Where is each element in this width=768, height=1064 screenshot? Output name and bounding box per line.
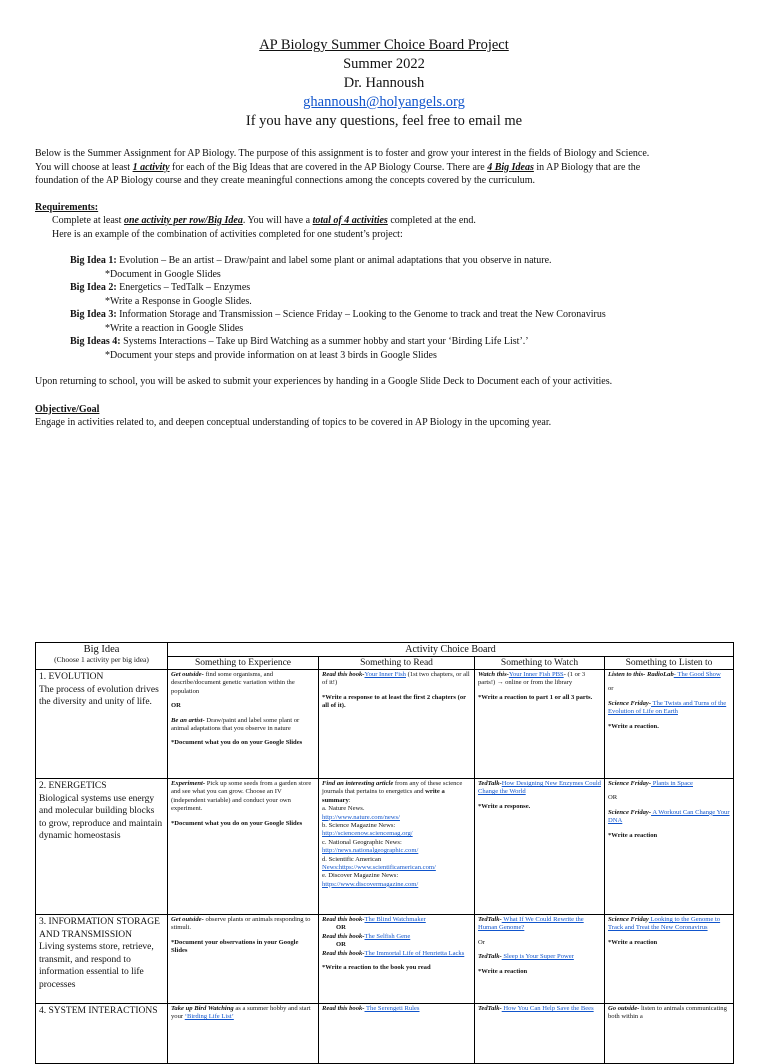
activity-note: *Write a response to at least the first 2 chapters (or all of it). — [322, 693, 466, 710]
podcast-link[interactable]: A Workout Can Change Your DNA — [608, 808, 730, 825]
or-separator: OR — [171, 702, 181, 710]
bigidea-title: 2. ENERGETICS — [39, 781, 107, 791]
intro-text: for each of the Big Ideas that are covered in the AP Biology Course. There are — [169, 161, 488, 173]
or-separator: OR — [336, 924, 346, 932]
listen-cell — [605, 670, 734, 779]
watch-cell — [475, 670, 605, 779]
contact-note: If you have any questions, feel free to email me — [245, 113, 523, 129]
example-text: Energetics – TedTalk – Enzymes — [116, 282, 251, 293]
read-cell — [319, 915, 475, 1004]
intro-section — [35, 147, 735, 430]
requirements-line-1 — [35, 214, 735, 228]
example-label: Big Ideas 4: — [70, 336, 121, 347]
activity-label: TedTalk- — [478, 916, 502, 923]
experience-cell — [168, 670, 319, 779]
requirements-line-2: Here is an example of the combination of activities completed for one student’s project: — [52, 228, 403, 240]
doc-term: Summer 2022 — [343, 56, 425, 72]
book-link[interactable]: The Serengeti Rules — [364, 1005, 420, 1012]
req-text: completed at the end. — [387, 215, 476, 226]
bigidea-description: Living systems store, retrieve, transmit, and respond to information essential to life processes — [39, 942, 154, 990]
board-title: Activity Choice Board — [168, 643, 734, 657]
activity-label: Read this book- — [322, 932, 365, 940]
bigidea-header: Big Idea — [83, 644, 120, 655]
activity-note: *Write a reaction — [608, 938, 658, 946]
journal-link[interactable]: http://www.nature.com/news/ — [322, 813, 400, 821]
intro-text: in AP Biology that are the — [533, 161, 641, 173]
bigidea-description: The process of evolution drives the diversity and unity of life. — [39, 684, 159, 707]
or-separator: or — [608, 685, 614, 693]
example-label: Big Idea 2: — [70, 282, 117, 293]
activity-note: *Write a reaction to part 1 or all 3 parts. — [478, 693, 593, 701]
bigidea-title: 1. EVOLUTION — [39, 672, 104, 682]
example-item — [35, 308, 735, 322]
intro-emphasis: 1 activity — [132, 161, 170, 173]
journal-link[interactable]: News:https://www.scientificamerican.com/ — [322, 864, 436, 872]
bigidea-cell — [36, 915, 168, 1004]
activity-note: *Document what you do on your Google Slides — [171, 819, 303, 827]
video-link[interactable]: How You Can Help Save the Bees — [501, 1005, 594, 1012]
activity-text: find some organisms, and describe/document genetic variation within the population — [171, 671, 295, 695]
activity-label: Science Friday — [608, 916, 649, 923]
activity-note: *Write a reaction — [608, 831, 658, 839]
example-note: *Write a reaction in Google Slides — [105, 322, 244, 334]
activity-text: as a summer hobby and start your — [171, 1005, 311, 1021]
or-separator: OR — [608, 794, 618, 802]
example-text: Information Storage and Transmission – Science Friday – Looking to the Genome to track and treat the New Coronavirus — [116, 309, 606, 320]
requirements-heading: Requirements: — [35, 201, 99, 213]
video-link[interactable]: Your Inner Fish PBS — [508, 671, 564, 678]
req-text: . You will have a — [242, 215, 313, 226]
objective-text: Engage in activities related to, and deepen conceptual understanding of topics to be covered in AP Biology in the upcoming year. — [35, 417, 552, 428]
intro-paragraph — [35, 147, 735, 188]
or-separator: Or — [478, 938, 485, 946]
bigidea-cell — [36, 779, 168, 915]
bigidea-header-cell — [36, 643, 168, 670]
podcast-link[interactable]: Looking to the Genome to Track and Treat the New Coronavirus — [608, 916, 721, 932]
req-emphasis: one activity per row/Big Idea — [123, 215, 243, 226]
journal-name: e. Discover Magazine News: — [322, 872, 399, 880]
activity-note: *Document what you do on your Google Slides — [171, 739, 303, 747]
watch-cell — [475, 1004, 605, 1064]
table-row — [36, 779, 734, 915]
activity-text: from any of these science journals that pertains to energetics and — [322, 780, 463, 796]
return-note: Upon returning to school, you will be asked to submit your experiences by handing in a Google Slide Deck to Document each of your activities. — [35, 376, 613, 387]
journal-name: b. Science Magazine News: — [322, 822, 396, 830]
intro-text: Below is the Summer Assignment for AP Biology. The purpose of this assignment is to foster and grow your interest in the fields of Biology and Science. — [35, 148, 650, 159]
column-header-watch: Something to Watch — [475, 657, 605, 670]
doc-title: AP Biology Summer Choice Board Project — [259, 37, 509, 53]
read-cell — [319, 670, 475, 779]
req-text: Complete at least — [52, 215, 124, 226]
book-link[interactable]: The Blind Watchmaker — [364, 916, 426, 923]
video-link[interactable]: Sleep is Your Super Power — [501, 953, 574, 961]
example-note: *Write a Response in Google Slides. — [105, 295, 252, 307]
video-link[interactable]: What If We Could Rewrite the Human Genome? — [478, 916, 584, 932]
activity-text: - (1 or 3 parts!) → online or from the library — [478, 671, 586, 687]
journal-link[interactable]: https://www.discovermagazine.com/ — [322, 880, 419, 888]
activity-label: Find an interesting article — [322, 780, 394, 787]
activity-note: *Write a reaction to the book you read — [322, 964, 431, 972]
bigidea-cell — [36, 670, 168, 779]
activity-label: Go outside- — [608, 1005, 640, 1012]
bigidea-subheader: (Choose 1 activity per big idea) — [54, 655, 149, 664]
experience-cell — [168, 779, 319, 915]
example-label: Big Idea 3: — [70, 309, 117, 320]
req-emphasis: total of 4 activities — [312, 215, 388, 226]
watch-cell — [475, 915, 605, 1004]
bigidea-cell — [36, 1004, 168, 1064]
column-header-read: Something to Read — [319, 657, 475, 670]
bigidea-title: 3. INFORMATION STORAGE AND TRANSMISSION — [39, 917, 160, 940]
experience-cell — [168, 915, 319, 1004]
read-cell — [319, 1004, 475, 1064]
activity-label: Take up Bird Watching — [171, 1005, 234, 1012]
activity-label: Science Friday- — [608, 780, 652, 787]
objective-heading: Objective/Goal — [35, 403, 100, 415]
column-header-listen: Something to Listen to — [605, 657, 734, 670]
activity-note: *Write a response. — [478, 802, 531, 810]
journal-link[interactable]: http://news.nationalgeographic.com/ — [322, 847, 419, 855]
journal-name: c. National Geographic News: — [322, 838, 402, 846]
bigidea-description: Biological systems use energy and molecular building blocks to grow, reproduce and maintain dynamic homeostasis — [39, 793, 163, 841]
table-row — [36, 1004, 734, 1064]
activity-text: (1st two chapters, or all of it!) — [322, 671, 470, 687]
journal-link[interactable]: http://sciencenow.sciencemag.org/ — [322, 830, 413, 838]
activity-label: Get outside- — [171, 671, 204, 678]
document-header — [0, 36, 768, 131]
activity-label: Science Friday- — [608, 699, 652, 707]
podcast-link[interactable]: Plants in Space — [651, 780, 693, 787]
activity-text: observe plants or animals responding to stimuli. — [171, 916, 311, 932]
read-cell: Find an interesting article from any of these science journals that pertains to energetics and write a summary: a. Nature News. http://www.nature.com/news/ b. Science Magazine News: http://sciencenow.sciencemag.org/ c. National Geographic News: http://news.nationalgeographic.com/ d. Scientific American News:https://www.scientificamerican.com/ e. Discover Magazine News: https://www.discovermagazine.com/ — [319, 779, 475, 915]
listen-cell — [605, 915, 734, 1004]
example-label: Big Idea 1: — [70, 255, 117, 266]
doc-teacher: Dr. Hannoush — [343, 75, 425, 91]
example-note: *Document your steps and provide information on at least 3 birds in Google Slides — [105, 349, 437, 361]
journal-name: d. Scientific American — [322, 855, 382, 863]
activity-label: Get outside- — [171, 916, 204, 923]
activity-note: *Document your observations in your Google Slides — [171, 938, 299, 955]
activity-label: TedTalk- — [478, 1005, 502, 1012]
column-header-experience: Something to Experience — [168, 657, 319, 670]
activity-text: Draw/paint and label some plant or animal adaptations that you observe in nature — [171, 716, 300, 733]
table-row — [36, 915, 734, 1004]
example-text: Systems Interactions – Take up Bird Watching as a summer hobby and start your ‘Birding Life List’.’ — [120, 336, 529, 347]
intro-emphasis: 4 Big Ideas — [487, 161, 534, 173]
table-row — [36, 670, 734, 779]
activity-note: *Write a reaction — [478, 967, 528, 975]
example-item — [35, 281, 735, 295]
activity-label: Read this book- — [322, 1005, 365, 1012]
book-link[interactable]: The Immortal Life of Henrietta Lacks — [364, 949, 465, 957]
watch-cell — [475, 779, 605, 915]
example-text: Evolution – Be an artist – Draw/paint and label some plant or animal adaptations that you observe in nature. — [116, 255, 552, 266]
journal-name: a. Nature News. — [322, 805, 365, 813]
podcast-link[interactable]: - The Good Show — [673, 671, 721, 678]
activity-label: Science Friday- — [608, 808, 652, 816]
activity-label: TedTalk- — [478, 780, 502, 787]
activity-label: TedTalk- — [478, 953, 502, 961]
listen-cell — [605, 779, 734, 915]
activity-label: Read this book- — [322, 949, 365, 957]
experience-cell — [168, 1004, 319, 1064]
video-link[interactable]: How Designing New Enzymes Could Change the World — [478, 780, 601, 796]
bigidea-title: 4. SYSTEM INTERACTIONS — [39, 1006, 158, 1016]
activity-label: Be an artist- — [171, 716, 205, 724]
email-link[interactable]: ghannoush@holyangels.org — [303, 94, 465, 110]
intro-text: foundation of the AP Biology course and they create meaningful connections among the concepts covered by the curriculum. — [35, 175, 536, 186]
book-link[interactable]: Your Inner Fish — [364, 671, 406, 678]
example-note: *Document in Google Slides — [105, 268, 221, 280]
intro-text: You will choose at least — [35, 161, 133, 173]
activity-text: Pick up some seeds from a garden store and see what you can grow. Choose an IV (independent variable) and conduct your own experiment. — [171, 780, 312, 813]
activity-label: Listen to this- RadioLab — [608, 671, 674, 678]
activity-text: listen to animals communicating both within a — [608, 1005, 727, 1021]
listen-cell — [605, 1004, 734, 1064]
birding-list-link[interactable]: ‘Birding Life List’ — [184, 1013, 234, 1021]
example-item — [35, 335, 735, 349]
activity-note: *Write a reaction. — [608, 722, 659, 730]
activity-label: Read this book- — [322, 916, 365, 923]
activity-emphasis: write a summary — [322, 788, 445, 804]
example-item — [35, 254, 735, 268]
activity-label: Read this book- — [322, 671, 365, 678]
activity-label: Watch this- — [478, 671, 509, 678]
book-link[interactable]: The Selfish Gene — [364, 932, 411, 940]
podcast-link[interactable]: The Twists and Turns of the Evolution of Life on Earth — [608, 699, 727, 716]
activity-label: Experiment- — [171, 780, 206, 787]
or-separator: OR — [336, 941, 346, 949]
activity-choice-board — [35, 642, 734, 1064]
example-list — [35, 254, 735, 362]
